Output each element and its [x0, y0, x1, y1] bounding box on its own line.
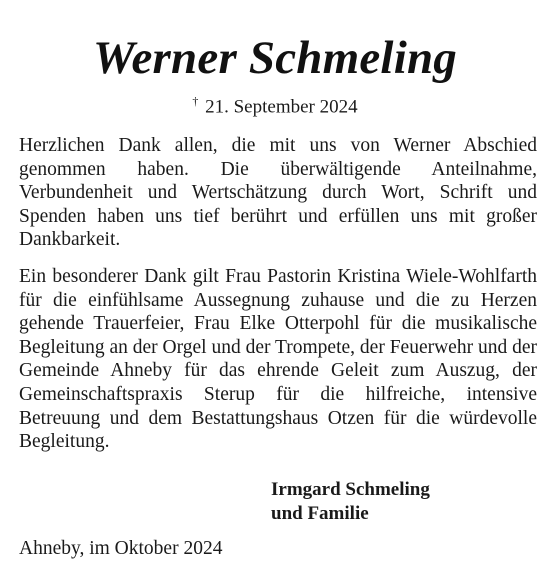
death-date-line	[0, 89, 550, 119]
place-and-date: Ahneby, im Oktober 2024	[19, 538, 223, 559]
deceased-name: Werner Schmeling	[92, 32, 457, 84]
death-date: 21. September 2024	[205, 96, 358, 118]
signature	[271, 478, 430, 526]
signature-name: Irmgard Schmeling	[271, 479, 430, 500]
special-thanks-paragraph: Ein besonderer Dank gilt Frau Pastorin Kristina Wiele-Wohlfarth für die einfühlsame Aussegnung zuhause und die zu Herzen gehende Trauerfeier, Frau Elke Otterpohl für die musikalische Begleitung an der Orgel und der Trompete, der Feuerwehr und der Gemeinde Ahneby für das ehrende Geleit zum Auszug, der Gemeinschaftspraxis Sterup für die hilfreiche, intensive Betreuung und dem Bestattungshaus Otzen für die würdevolle Begleitung.	[19, 266, 537, 453]
thanks-paragraph: Herzlichen Dank allen, die mit uns von Werner Abschied genommen haben. Die überwältigende Anteilnahme, Verbundenheit und Wertschätzung durch Wort, Schrift und Spenden haben uns tief berührt und erfüllen uns mit großer Dankbarkeit.	[19, 135, 537, 251]
cross-icon: †	[192, 94, 199, 108]
signature-family: und Familie	[271, 503, 369, 524]
